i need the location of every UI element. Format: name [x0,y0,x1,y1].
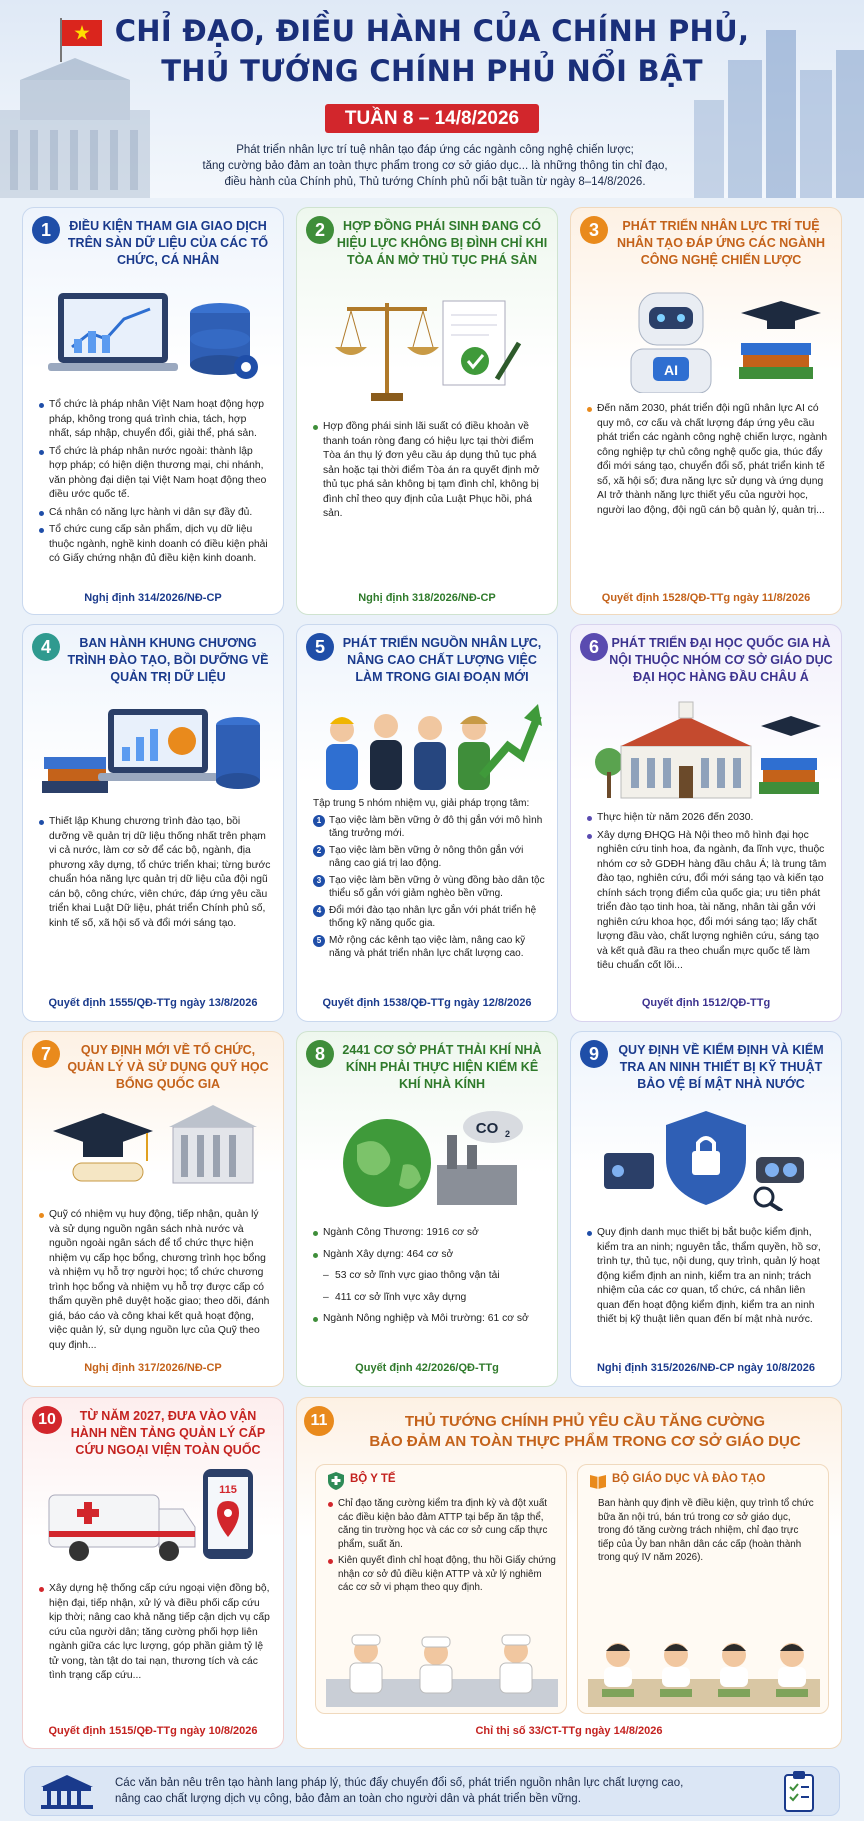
summary-line: nâng cao chất lượng dịch vụ công, bảo đảm an toàn cho người dân và phát triển bền vững. [115,1793,581,1805]
bullet: Thiết lập Khung chương trình đào tạo, bồi dưỡng về quản trị dữ liệu thống nhất trên phạm vi cả nước, làm cơ sở để các bộ, ngành, địa phương xây dựng, tổ chức triển khai; từng bước chuẩn hóa năng lực quản trị dữ liệu của đội ngũ cán bộ, công chức, viên chức, đáp ứng yêu cầu triển khai Luật Dữ liệu, phát triển Chính phủ số, kinh tế số, xã hội số và đổi mới sáng tạo. [39,815,271,931]
card-7 [22,1031,284,1387]
header [0,0,864,198]
bullet: Xây dựng hệ thống cấp cứu ngoại viện đồng bộ, hiện đại, tiếp nhận, xử lý và điều phối cấp cứu kịp thời; nâng cao khả năng tiếp cận dịch vụ cấp cứu của người dân; tăng cường phối hợp liên ngành giữa các lực lượng, góp phần giảm tỷ lệ tử vong, tàn tật do tai nạn, thương tích và các tình trạng cấp cứu... [39,1582,271,1684]
card-source: Nghị định 317/2026/NĐ-CP [84,1362,222,1374]
card-lead: Tập trung 5 nhóm nhiệm vụ, giải pháp trọng tâm: [313,798,530,809]
page-title-line1: CHỈ ĐẠO, ĐIỀU HÀNH CỦA CHÍNH PHỦ, [114,14,750,48]
card-title: PHÁT TRIỂN NHÂN LỰC TRÍ TUỆ NHÂN TẠO ĐÁP ỨNG CÁC NGÀNH CÔNG NGHỆ CHIẾN LƯỢC [616,219,826,267]
laptop-database-illustration [33,282,273,392]
card-2 [296,207,558,615]
card-number: 11 [304,1406,334,1436]
graduation-cap-icon [43,1091,263,1189]
health-ministry-body [328,1497,556,1598]
numbered-item [313,874,545,901]
card-body [313,420,545,525]
item-number: 4 [313,905,325,917]
card-source: Nghị định 314/2026/NĐ-CP [84,592,222,604]
card-3 [570,207,842,615]
card-8 [296,1031,558,1387]
kitchen-staff-illustration [326,1627,558,1707]
numbered-item [313,844,545,871]
item-text: Mở rộng các kênh tạo việc làm, nâng cao kỹ năng và phát triển nhân lực chất lượng cao. [329,934,526,959]
sub-bullet: – 411 cơ sở lĩnh vực xây dựng [313,1291,545,1306]
books-laptop-illustration [33,699,273,799]
ambulance-illustration [33,1464,273,1568]
card-11 [296,1397,842,1749]
summary-text [115,1775,765,1807]
university-building-icon [591,696,821,804]
bullet: Thực hiện từ năm 2026 đến 2030. [587,811,829,826]
card-body [39,815,271,934]
item-text: Đổi mới đào tạo nhân lực gắn với phát triển hệ thống kỹ năng quốc gia. [329,904,537,929]
bullet: Đến năm 2030, phát triển đội ngũ nhân lực AI có quy mô, cơ cấu và chất lượng đáp ứng yêu cầu phát triển các ngành công nghệ chiến lược, ngành công nghiệp tự chủ công nghệ quốc gia, thúc đẩy đổi mới sáng tạo, chuyển đổi số, phát triển kinh tế số, xã hội số; đưa năng lực sử dụng và ứng dụng AI trở thành năng lực thiết yếu của người học, người lao động, đội ngũ cán bộ quản lý, quản trị... [587,402,829,518]
card-title: PHÁT TRIỂN NGUỒN NHÂN LỰC, NÂNG CAO CHẤT LƯỢNG VIỆC LÀM TRONG GIAI ĐOẠN MỚI [342,636,542,684]
hotline-label: 115 [219,1484,237,1496]
card-body [587,1226,829,1331]
intro-text [200,142,670,190]
card-number: 10 [32,1406,62,1434]
bullet: Ngành Công Thương: 1916 cơ sở [313,1226,545,1241]
card-source: Quyết định 42/2026/QĐ-TTg [355,1362,499,1374]
card-title-line: BẢO ĐẢM AN TOÀN THỰC PHẨM TRONG CƠ SỞ GIÁO DỤC [369,1433,801,1450]
shield-cross-icon [326,1471,346,1491]
laptop-chart-icon [38,283,268,391]
card-source: Quyết định 1538/QĐ-TTg ngày 12/8/2026 [322,997,532,1009]
card-body [587,402,829,521]
education-ministry-heading: BỘ GIÁO DỤC VÀ ĐÀO TẠO [612,1473,766,1485]
scales-document-illustration [307,282,547,412]
card-body [39,398,271,570]
card-body [39,1582,271,1687]
education-ministry-panel [577,1464,829,1714]
card-number: 6 [580,633,608,661]
card-title: 2441 CƠ SỞ PHÁT THẢI KHÍ NHÀ KÍNH PHẢI THỰC HIỆN KIỂM KÊ KHÍ NHÀ KÍNH [342,1043,542,1091]
card-10 [22,1397,284,1749]
card-9 [570,1031,842,1387]
health-ministry-panel [315,1464,567,1714]
card-number: 8 [306,1040,334,1068]
week-badge: TUẦN 8 – 14/8/2026 [325,104,539,133]
ai-label: AI [664,362,678,378]
ai-robot-illustration [581,282,831,394]
card-body [587,811,829,977]
summary-line: Các văn bản nêu trên tạo hành lang pháp lý, thúc đẩy chuyển đổi số, phát triển nguồn nhân lực chất lượng cao, [115,1777,684,1789]
scholarship-illustration [33,1090,273,1190]
bullet: Chỉ đạo tăng cường kiểm tra định kỳ và đột xuất các điều kiện bảo đảm ATTP tại bếp ăn tập thể, căng tin trường học và các cơ sở cung cấp thực phẩm, suất ăn. [328,1497,556,1551]
sub-bullet: – 53 cơ sở lĩnh vực giao thông vận tải [313,1269,545,1284]
card-body [313,1226,545,1330]
books-laptop-icon [38,699,268,799]
numbered-item [313,814,545,841]
bullet: Cá nhân có năng lực hành vi dân sự đầy đủ. [39,506,271,521]
card-source: Nghị định 318/2026/NĐ-CP [358,592,496,604]
card-number: 5 [306,633,334,661]
open-book-icon [588,1471,608,1491]
card-title [337,1412,833,1452]
workers-growth-illustration [307,695,547,791]
card-source: Quyết định 1528/QĐ-TTg ngày 11/8/2026 [601,592,811,604]
bullet: Quỹ có nhiệm vụ huy động, tiếp nhận, quản lý và sử dụng nguồn ngân sách nhà nước và nguồn ngoài ngân sách để tổ chức thực hiện nhiệm vụ cấp học bổng, chương trình học bổng và nhiệm vụ hỗ trợ người học; tổ chức chương trình học bổng và nhiệm vụ hỗ trợ được cấp có thẩm quyền phê duyệt hoặc giao; theo dõi, đánh giá, báo cáo và công khai kết quả hoạt động, việc quản lý, sử dụng nguồn lực của Quỹ theo quy định... [39,1208,271,1353]
card-title: HỢP ĐỒNG PHÁI SINH ĐANG CÓ HIỆU LỰC KHÔNG BỊ ĐÌNH CHỈ KHI TÒA ÁN MỞ THỦ TỤC PHÁ SẢN [336,219,548,267]
bullet: Tổ chức cung cấp sản phẩm, dịch vụ dữ liệu thuộc ngành, nghề kinh doanh có điều kiện phải có Giấy chứng nhận đủ điều kiện kinh doanh. [39,523,271,567]
card-source: Quyết định 1555/QĐ-TTg ngày 13/8/2026 [48,997,258,1009]
card-number: 9 [580,1040,608,1068]
robot-graduation-icon [591,283,821,393]
bullet: Hợp đồng phái sinh lãi suất có điều khoản về thanh toán ròng đang có hiệu lực tại thời điểm Tòa án thụ lý đơn yêu cầu áp dụng thủ tục phá sản hoặc tại thời điểm Tòa án ra quyết định mở thủ tục phá sản không bị tạm đình chỉ, không bị đình chỉ theo quy định của Luật Phục hồi, phá sản. [313,420,545,522]
bullet: Tổ chức là pháp nhân nước ngoài: thành lập hợp pháp; có hiện diện thương mại, chi nhánh, văn phòng đại diện tại Việt Nam hoạt động theo điều ước quốc tế. [39,445,271,503]
intro-line: tăng cường bảo đảm an toàn thực phẩm trong cơ sở giáo dục... là những thông tin chỉ đạo, [202,160,668,172]
card-number: 1 [32,216,60,244]
item-text: Tạo việc làm bền vững ở nông thôn gắn với nâng cao giá trị lao động. [329,844,524,869]
page-title-line2: THỦ TƯỚNG CHÍNH PHỦ NỔI BẬT [161,54,703,88]
numbered-item [313,934,545,961]
card-title: QUY ĐỊNH VỀ KIỂM ĐỊNH VÀ KIỂM TRA AN NINH THIẾT BỊ KỸ THUẬT BẢO VỆ BÍ MẬT NHÀ NƯỚC [618,1043,824,1091]
intro-line: điều hành của Chính phủ, Thủ tướng Chính phủ nổi bật tuần từ ngày 8–14/8/2026. [224,176,646,188]
card-title: QUY ĐỊNH MỚI VỀ TỔ CHỨC, QUẢN LÝ VÀ SỬ DỤNG QUỸ HỌC BỔNG QUỐC GIA [67,1043,269,1091]
card-number: 2 [306,216,334,244]
education-ministry-text: Ban hành quy định về điều kiện, quy trình tổ chức bữa ăn nội trú, bán trú trong cơ sở giáo dục, trong đó tăng cường trách nhiệm, chỉ đạo trực tiếp của Ủy ban nhân dân các cấp (hoàn thành trong quý IV năm 2026). [598,1498,814,1563]
checklist-icon [783,1771,817,1813]
bullet: Tổ chức là pháp nhân Việt Nam hoạt động hợp pháp, không trong quá trình chia, tách, hợp nhất, sáp nhập, chuyển đổi, giải thể, phá sản. [39,398,271,442]
card-6 [570,624,842,1022]
summary-banner [24,1766,840,1816]
ambulance-icon [43,1465,263,1567]
item-number: 3 [313,875,325,887]
item-number: 5 [313,935,325,947]
card-source: Quyết định 1512/QĐ-TTg [641,997,771,1009]
card-4 [22,624,284,1022]
card-title: ĐIỀU KIỆN THAM GIA GIAO DỊCH TRÊN SÀN DỮ LIỆU CỦA CÁC TỔ CHỨC, CÁ NHÂN [67,219,269,267]
shield-lock-icon [596,1105,816,1211]
card-source: Chỉ thị số 33/CT-TTg ngày 14/8/2026 [475,1725,663,1737]
bullet: Xây dựng ĐHQG Hà Nội theo mô hình đại học nghiên cứu tinh hoa, đa ngành, đa lĩnh vực, thuộc nhóm cơ sở GDĐH hàng đầu châu Á; là trung tâm đào tạo, nghiên cứu, đổi mới sáng tạo và kiến tạo chính sách trọng điểm của quốc gia; ưu tiên phát triển đào tạo tinh hoa, tài năng, nhân tài gắn với nghiên cứu khoa học, đổi mới sáng tạo; lấy chất lượng đầu vào, chất lượng nghiên cứu, sáng tạo và kết quả đầu ra theo chuẩn mực quốc tế làm tiêu chuẩn cốt lõi... [587,829,829,974]
bullet: Ngành Nông nghiệp và Môi trường: 61 cơ sở [313,1312,545,1327]
card-number: 3 [580,216,608,244]
co2-subscript: 2 [505,1129,511,1139]
card-title-line: THỦ TƯỚNG CHÍNH PHỦ YÊU CẦU TĂNG CƯỜNG [404,1413,766,1430]
card-title: BAN HÀNH KHUNG CHƯƠNG TRÌNH ĐÀO TẠO, BỒI DƯỠNG VỀ QUẢN TRỊ DỮ LIỆU [67,636,269,684]
students-eating-illustration [588,1627,820,1707]
earth-factory-illustration [307,1104,547,1212]
workers-group-icon [312,696,542,790]
intro-line: Phát triển nhân lực trí tuệ nhân tạo đáp ứng các ngành công nghệ chiến lược; [236,144,634,156]
numbered-item [313,904,545,931]
co2-label: CO [475,1120,499,1137]
card-body [39,1208,271,1356]
card-1 [22,207,284,615]
item-number: 1 [313,815,325,827]
card-body [313,797,545,964]
earth-co2-icon [317,1105,537,1211]
card-number: 7 [32,1040,60,1068]
item-text: Tạo việc làm bền vững ở đô thị gắn với mô hình tăng trưởng mới. [329,814,543,839]
health-ministry-heading: BỘ Y TẾ [350,1473,396,1485]
card-title: TỪ NĂM 2027, ĐƯA VÀO VẬN HÀNH NỀN TẢNG QUẢN LÝ CẤP CỨU NGOẠI VIỆN TOÀN QUỐC [70,1409,266,1457]
card-number: 4 [32,633,60,661]
bullet: Ngành Xây dựng: 464 cơ sở [313,1248,545,1263]
card-5 [296,624,558,1022]
security-devices-illustration [581,1104,831,1212]
government-building-icon [37,1773,97,1811]
item-text: Tạo việc làm bền vững ở vùng đồng bào dân tộc thiểu số gắn với giảm nghèo bền vững. [329,874,545,899]
bullet: Quy định danh mục thiết bị bắt buộc kiểm định, kiểm tra an ninh; nguyên tắc, thẩm quyền, hồ sơ, trình tự, thủ tục, nội dung, quy trình, quản lý hoạt động kiểm định an ninh, kiểm tra an ninh; trách nhiệm của các cơ quan, tổ chức, cá nhân liên quan đến hoạt động kiểm định, kiểm tra an ninh thiết bị kỹ thuật liên quan đến bí mật nhà nước. [587,1226,829,1328]
scales-of-justice-icon [327,283,527,411]
card-title: PHÁT TRIỂN ĐẠI HỌC QUỐC GIA HÀ NỘI THUỘC NHÓM CƠ SỞ GIÁO DỤC ĐẠI HỌC HÀNG ĐẦU CHÂU Á [609,636,833,684]
university-illustration [581,695,831,805]
card-source: Nghị định 315/2026/NĐ-CP ngày 10/8/2026 [596,1362,816,1374]
item-number: 2 [313,845,325,857]
card-source: Quyết định 1515/QĐ-TTg ngày 10/8/2026 [48,1725,258,1737]
bullet: Kiên quyết đình chỉ hoạt động, thu hồi Giấy chứng nhận cơ sở đủ điều kiện ATTP và xử lý nghiêm các cơ sở vi phạm theo quy định. [328,1554,556,1595]
